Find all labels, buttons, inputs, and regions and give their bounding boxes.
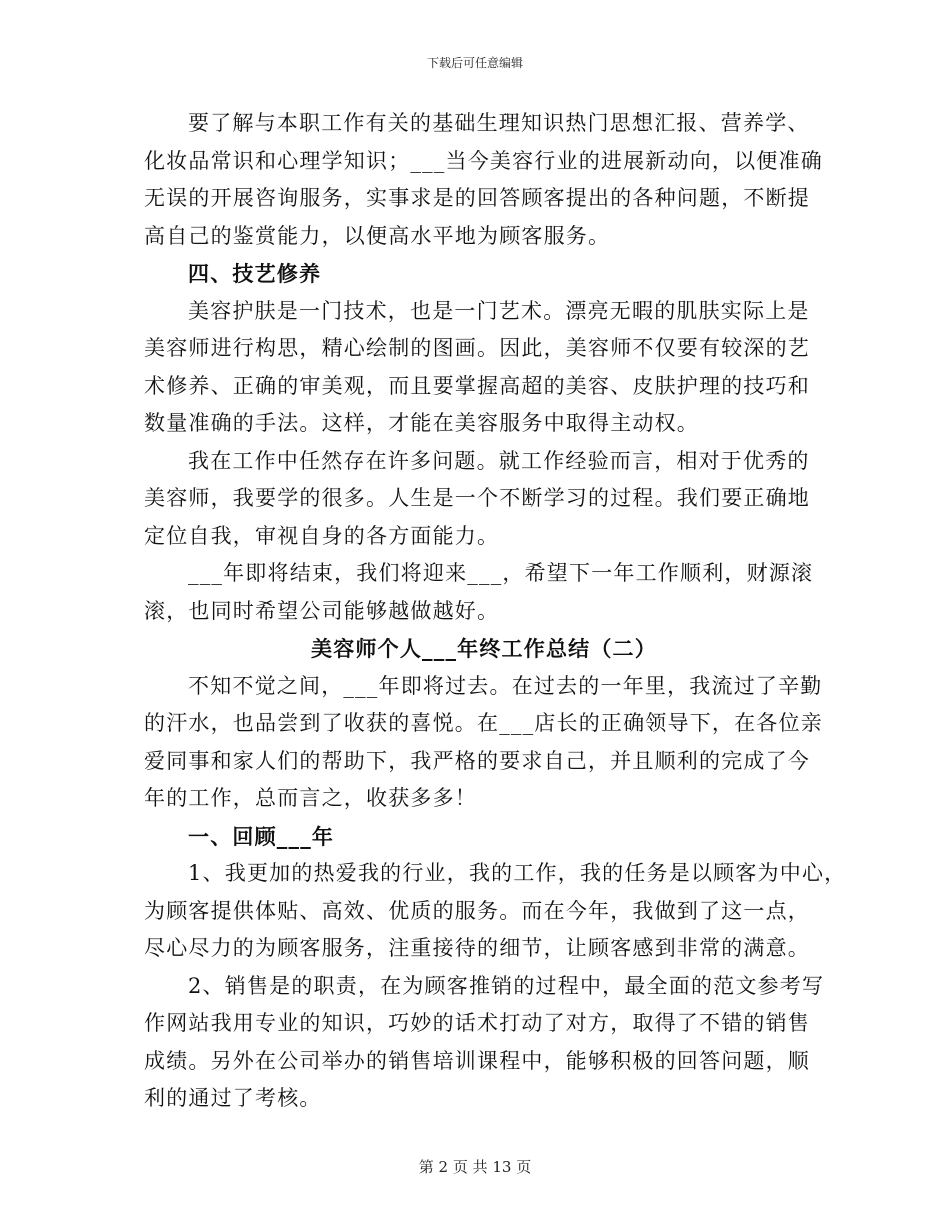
page-header-note: 下载后可任意编辑 xyxy=(426,56,523,70)
text-line: 化妆品常识和心理学知识；___当今美容行业的进展新动向，以便准确 xyxy=(144,148,823,173)
page-number: 第 2 页 共 13 页 xyxy=(418,1158,532,1176)
text-line: 1、我更加的热爱我的行业，我的工作，我的任务是以顾客为中心， xyxy=(188,861,847,885)
text-line: 为顾客提供体贴、高效、优质的服务。而在今年，我做到了这一点， xyxy=(144,898,810,923)
paragraph xyxy=(144,668,824,818)
paragraph xyxy=(144,443,824,556)
paragraph xyxy=(144,293,824,443)
text-line: 作网站我用专业的知识，巧妙的话术打动了对方，取得了不错的销售 xyxy=(144,1011,810,1035)
paragraph xyxy=(144,555,824,630)
text-line: ___年即将结束，我们将迎来___，希望下一年工作顺利，财源滚 xyxy=(188,561,814,585)
text-line: 无误的开展咨询服务，实事求是的回答顾客提出的各种问题，不断提 xyxy=(144,186,810,210)
text-line: 美容师，我要学的很多。人生是一个不断学习的过程。我们要正确地 xyxy=(144,486,810,510)
document-body xyxy=(144,105,847,1118)
text-line: 术修养、正确的审美观，而且要掌握高超的美容、皮肤护理的技巧和 xyxy=(144,373,810,398)
text-line: 不知不觉之间，___年即将过去。在过去的一年里，我流过了辛勤 xyxy=(188,673,823,698)
document-title xyxy=(144,630,824,668)
document-title-text: 美容师个人___年终工作总结（二） xyxy=(311,636,657,661)
text-line: 高自己的鉴赏能力，以便高水平地为顾客服务。 xyxy=(144,223,611,248)
section-heading-text: 四、技艺修养 xyxy=(188,261,322,286)
paragraph xyxy=(144,105,824,255)
text-line: 美容护肤是一门技术，也是一门艺术。漂亮无暇的肌肤实际上是 xyxy=(188,298,810,323)
section-heading xyxy=(144,255,824,293)
text-line: 要了解与本职工作有关的基础生理知识热门思想汇报、营养学、 xyxy=(188,111,810,135)
text-line: 2、销售是的职责，在为顾客推销的过程中，最全面的范文参考写 xyxy=(188,973,825,998)
text-line: 滚，也同时希望公司能够越做越好。 xyxy=(144,598,500,623)
text-line: 年的工作，总而言之，收获多多！ xyxy=(144,786,477,810)
text-line: 成绩。另外在公司举办的销售培训课程中，能够积极的回答问题，顺 xyxy=(144,1048,810,1073)
text-line: 尽心尽力的为顾客服务，注重接待的细节，让顾客感到非常的满意。 xyxy=(144,936,810,960)
paragraph xyxy=(144,855,847,968)
text-line: 利的通过了考核。 xyxy=(144,1086,322,1110)
text-line: 爱同事和家人们的帮助下，我严格的要求自己，并且顺利的完成了今 xyxy=(144,748,810,773)
text-line: 美容师进行构思，精心绘制的图画。因此，美容师不仅要有较深的艺 xyxy=(144,336,810,360)
section-heading xyxy=(144,818,824,856)
text-line: 数量准确的手法。这样，才能在美容服务中取得主动权。 xyxy=(144,411,699,435)
section-heading-text: 一、回顾___年 xyxy=(188,823,335,849)
text-line: 的汗水，也品尝到了收获的喜悦。在___店长的正确领导下，在各位亲 xyxy=(144,711,823,735)
paragraph xyxy=(144,968,824,1118)
text-line: 我在工作中任然存在许多问题。就工作经验而言，相对于优秀的 xyxy=(188,448,810,473)
text-line: 定位自我，审视自身的各方面能力。 xyxy=(144,523,500,548)
